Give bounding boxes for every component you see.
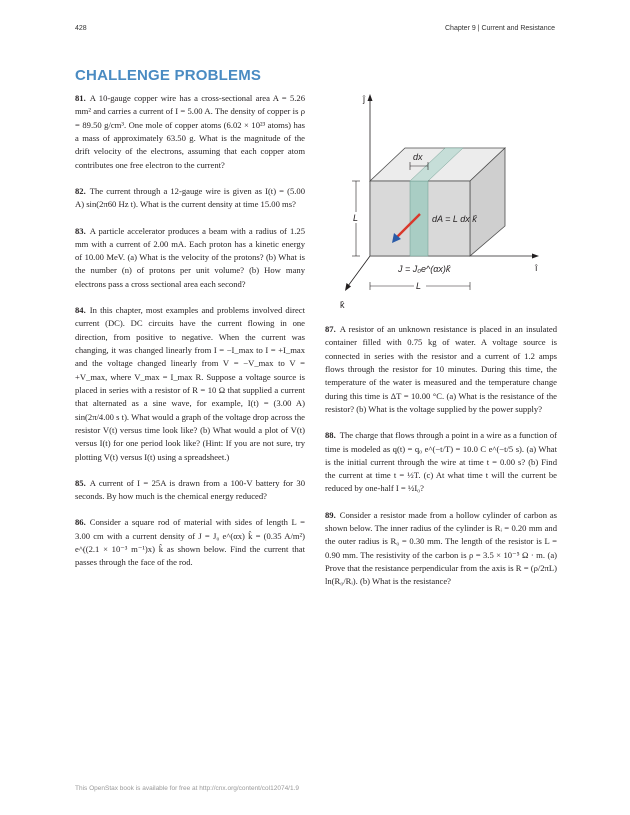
problem-number: 84.: [75, 305, 86, 316]
problem-81: [75, 92, 305, 172]
problem-82: [75, 185, 305, 212]
problem-text: Consider a square rod of material with sides of length L = 3.00 cm with a current density of J = J₀ e^(αx) k̂ = (0.35 A/m²) e^((2.1 × 10⁻³ m⁻¹)x) k̂ as shown below. Find the current that passes through the face of the rod.: [75, 517, 305, 568]
k-axis-arrowhead: [345, 283, 351, 291]
i-axis-arrowhead: [532, 254, 539, 259]
strip-dA: [410, 181, 428, 256]
chapter-header: Chapter 9 | Current and Resistance: [445, 25, 555, 32]
problem-text: Consider a resistor made from a hollow cylinder of carbon as shown below. The inner radius of the cylinder is Rᵢ = 0.20 mm and the outer radius is R₀ = 0.30 mm. The length of the resistor is L = 0.90 mm. The resistivity of the carbon is ρ = 3.5 × 10⁻⁵ Ω · m. (a) Prove that the resistance perpendicular from the axis is R = (ρ/2πL) ln(R₀/Rᵢ). (b) What is the resistance?: [325, 509, 557, 587]
i-axis-label: î: [535, 263, 538, 273]
problem-number: 88.: [325, 430, 336, 441]
problem-text: A resistor of an unknown resistance is placed in an insulated container filled with 0.75 kg of water. A voltage source is connected in series with the resistor and a current of 1.2 amps flows through the resistor for 10 minutes. During this time, the temperature of the water is measured and the temperature change during this time is ΔT = 10.00 °C. (a) What is the resistance of the resistor? (b) What is the voltage supplied by the power supply?: [325, 324, 557, 414]
problem-text: A particle accelerator produces a beam with a radius of 1.25 mm with a current of 2.00 mA. Each proton has a kinetic energy of 10.00 MeV. (a) What is the velocity of the protons? (b) What is the number (n) of protons per unit volume? (b) How many electrons pass a cross sectional area each second?: [75, 225, 305, 289]
section-title: CHALLENGE PROBLEMS: [75, 67, 262, 84]
dx-label: dx: [413, 152, 423, 162]
page-number: 428: [75, 25, 87, 32]
problem-text: In this chapter, most examples and problems involved direct current (DC). DC circuits have the current flowing in one direction, from positive to negative. When the current was changing, it was changed linearly from I = −I_max to I = +I_max and the voltage changed linearly from V = −V_max to V = +V_max, where V_max = I_max R. Suppose a voltage source is placed in series with a resistor of R = 10 Ω that supplied a current that alternated as a sine wave, for example, I(t) = (3.00 A) sin(2π/4.00 s t). What would a graph of the voltage drop across the resistor V(t) versus time look like? (b) What would a plot of V(t) versus I(t) for one period look like? (Hint: If you are not sure, try plotting V(t) versus I(t) using a spreadsheet.): [75, 305, 305, 462]
k-axis-line: [348, 256, 370, 286]
problem-number: 85.: [75, 477, 86, 488]
left-column: [75, 92, 305, 583]
problem-text: A current of I = 25A is drawn from a 100-V battery for 30 seconds. By how much is the chemical energy reduced?: [75, 477, 305, 502]
problem-89: [325, 509, 557, 589]
problem-86: [75, 516, 305, 569]
k-axis-label: k̂: [340, 300, 345, 310]
problem-87: [325, 323, 557, 416]
page-footer: This OpenStax book is available for free at http://cnx.org/content/col12074/1.9: [75, 785, 300, 792]
problem-number: 81.: [75, 93, 86, 103]
problem-text: The charge that flows through a point in a wire as a function of time is modeled as q(t) = q₀ e^(−t/T) = 10.0 C e^(−t/5 s). (a) What is the initial current through the wire at time t = 0.00 s? (b) Find the current at time t = ½T. (c) At what time t will the current be reduced by one-half I = ½I₀?: [325, 430, 557, 494]
j-axis-arrowhead: [368, 94, 373, 101]
problem-83: [75, 225, 305, 292]
j-axis-label: ĵ: [363, 94, 365, 104]
problem-text: A 10-gauge copper wire has a cross-sectional area A = 5.26 mm² and carries a current of I = 5.00 A. The density of copper is ρ = 89.50 g/cm³. One mole of copper atoms (6.02 × 10²³ atoms) has a mass of approximately 63.50 g. What is the magnitude of the drift velocity of the electrons, assuming that each copper atom contributes one free electron to the current?: [75, 93, 305, 170]
bottom-length-label: L: [416, 281, 422, 291]
rod-diagram: [330, 86, 550, 318]
problem-84: [75, 304, 305, 464]
problem-text: The current through a 12-gauge wire is given as I(t) = (5.00 A) sin(2π60 Hz t). What is the current density at time 15.00 ms?: [75, 185, 305, 210]
right-column: [325, 323, 557, 602]
problem-88: [325, 429, 557, 496]
side-length-label: L: [353, 213, 359, 223]
problem-number: 89.: [325, 509, 336, 520]
area-element-label: dA = L dx k̂: [432, 214, 477, 224]
problem-number: 87.: [325, 324, 336, 334]
square-rod-figure: [330, 86, 550, 318]
problem-number: 82.: [75, 185, 86, 196]
current-density-label: J = J₀e^(αx)k̂: [398, 264, 451, 274]
problem-85: [75, 477, 305, 504]
problem-number: 86.: [75, 517, 86, 528]
problem-number: 83.: [75, 225, 86, 236]
